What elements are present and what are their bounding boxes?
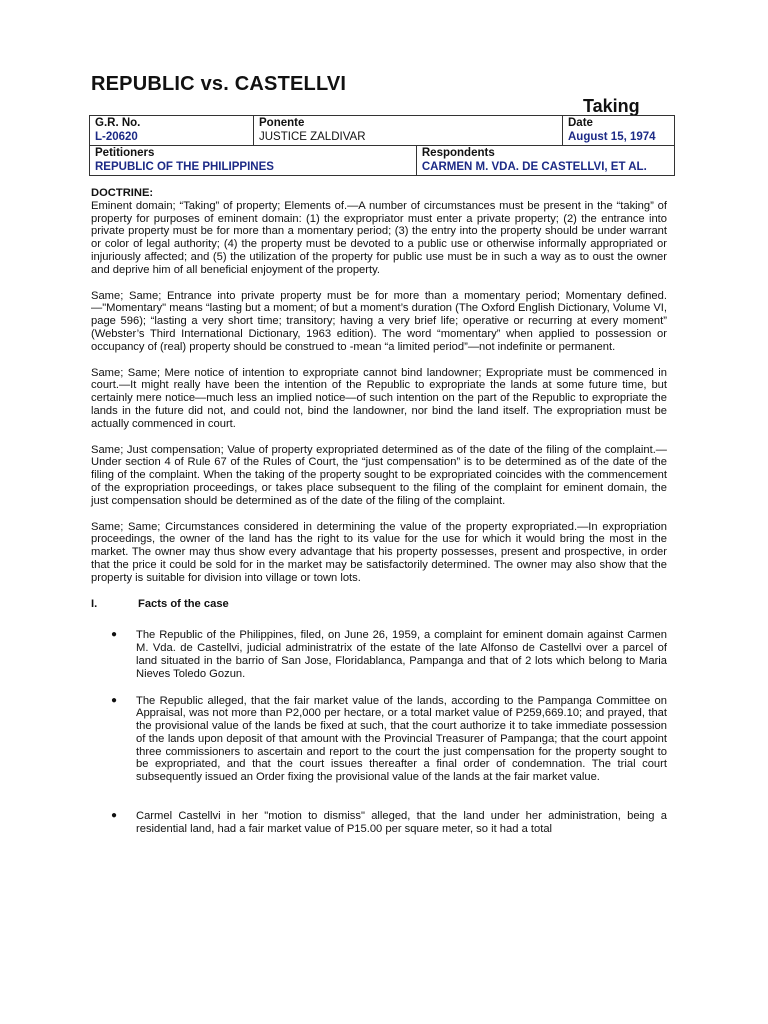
petitioners-label: Petitioners — [95, 147, 155, 159]
document-body — [91, 187, 667, 850]
facts-section-heading — [91, 598, 667, 611]
ponente-label: Ponente — [259, 117, 305, 129]
list-item — [111, 810, 667, 836]
case-info-table — [89, 115, 675, 176]
petitioners-cell — [90, 146, 417, 176]
doctrine-heading: DOCTRINE: — [91, 187, 154, 199]
fact-text: Carmel Castellvi in her "motion to dismiss" alleged, that the land under her administration, being a residential land, had a fair market value of P15.00 per square meter, so it had a total — [136, 810, 667, 835]
gr-number: L-20620 — [95, 130, 138, 143]
fact-text: The Republic alleged, that the fair market value of the lands, according to the Pampanga Committee on Appraisal, was not more than P2,000 per hectare, or a total market value of P259,669.10; and prayed, that the provisional value of the lands be fixed at such, that the court authorize it to take immediate possession of the lands upon deposit of that amount with the Provincial Treasurer of Pampanga; that the court appoint three commissioners to ascertain and report to the court the just compensation for the property sought to be expropriated, and that the court issues thereafter a final order of condemnation. The trial court subsequently issued an Order fixing the provisional value of the lands at the fair market value. — [136, 694, 667, 784]
doctrine-paragraph: Eminent domain; “Taking” of property; Elements of.—A number of circumstances must be present in the “taking” of property for purposes of eminent domain: (1) the expropriator must enter a private property; (2) the entrance into private property must be for more than a momentary period; (3) the entry into the property should be under warrant or color of legal authority; (4) the property must be devoted to a public use or otherwise informally appropriated or injuriously affected; and (5) the utilization of the property for public use must be in such a way as to oust the owner and deprive him of all beneficial enjoyment of the property. — [91, 199, 667, 276]
doctrine-paragraph: Same; Same; Circumstances considered in determining the value of the property expropriated.—In expropriation proceedings, the owner of the land has the right to its value for the use for which it would bring the most in the market. The owner may thus show every advantage that his property possesses, present and prospective, in order that the price it could be sold for in the market may be satisfactorily determined. The owner may also show that the property is suitable for division into village or town lots. — [91, 520, 667, 584]
respondents-label: Respondents — [421, 147, 495, 159]
list-item — [111, 695, 667, 785]
case-title: REPUBLIC vs. CASTELLVI — [91, 73, 347, 95]
bullet-icon: ● — [111, 810, 118, 822]
date-value: August 15, 1974 — [568, 130, 656, 143]
subject-label: Taking — [583, 96, 640, 116]
ponente-cell — [254, 116, 563, 146]
doctrine-paragraph: Same; Same; Mere notice of intention to expropriate cannot bind landowner; Expropriate must be commenced in court.—It might really have been the intention of the Republic to expropriate the lands at some future time, but certainly mere notice—much less an implied notice—of such intention on the part of the Republic to expropriate the lands in the future did not, and could not, bind the landowner, nor bind the land itself. The expropriation must be actually commenced in court. — [91, 366, 667, 430]
bullet-icon: ● — [111, 629, 118, 641]
respondents-value: CARMEN M. VDA. DE CASTELLVI, ET AL. — [421, 160, 647, 173]
fact-text: The Republic of the Philippines, filed, on June 26, 1959, a complaint for eminent domain against Carmen M. Vda. de Castellvi, judicial administratrix of the estate of the late Alfonso de Castellvi over a parcel of land situated in the barrio of San Jose, Floridablanca, Pampanga and that of 2 lots which belong to Maria Nieves Toledo Gozun. — [136, 629, 667, 680]
bullet-icon: ● — [111, 694, 118, 706]
petitioners-value: REPUBLIC OF THE PHILIPPINES — [95, 160, 274, 173]
respondents-cell — [416, 146, 674, 176]
list-item — [111, 629, 667, 680]
gr-label: G.R. No. — [95, 117, 141, 129]
date-cell — [563, 116, 675, 146]
facts-list — [111, 629, 667, 835]
section-number: I. — [91, 597, 98, 610]
date-label: Date — [568, 117, 593, 129]
doctrine-paragraph: Same; Same; Entrance into private property must be for more than a momentary period; Momentary defined.—"Momentary" means “lasting but a moment; of but a moment’s duration (The Oxford English Dictionary, Volume VI, page 596); “lasting a very short time; transitory; having a very brief life; operative or recurring at every moment” (Webster’s Third International Dictionary, 1963 edition). The word “momentary” when applied to possession or occupancy of (real) property should be construed to -mean “a limited period”—not indefinite or permanent. — [91, 289, 667, 353]
doctrine-paragraph: Same; Just compensation; Value of property expropriated determined as of the date of the filing of the complaint.—Under section 4 of Rule 67 of the Rules of Court, the “just compensation” is to be determined as of the date of the filing of the complaint. When the taking of the property sought to be expropriated coincides with the commencement of the expropriation proceedings, or takes place subsequent to the filing of the complaint for eminent domain, the just compensation should be determined as of the date of the filing of the complaint. — [91, 443, 667, 507]
ponente-value: JUSTICE ZALDIVAR — [259, 130, 366, 143]
section-title: Facts of the case — [138, 597, 229, 610]
gr-cell — [90, 116, 254, 146]
